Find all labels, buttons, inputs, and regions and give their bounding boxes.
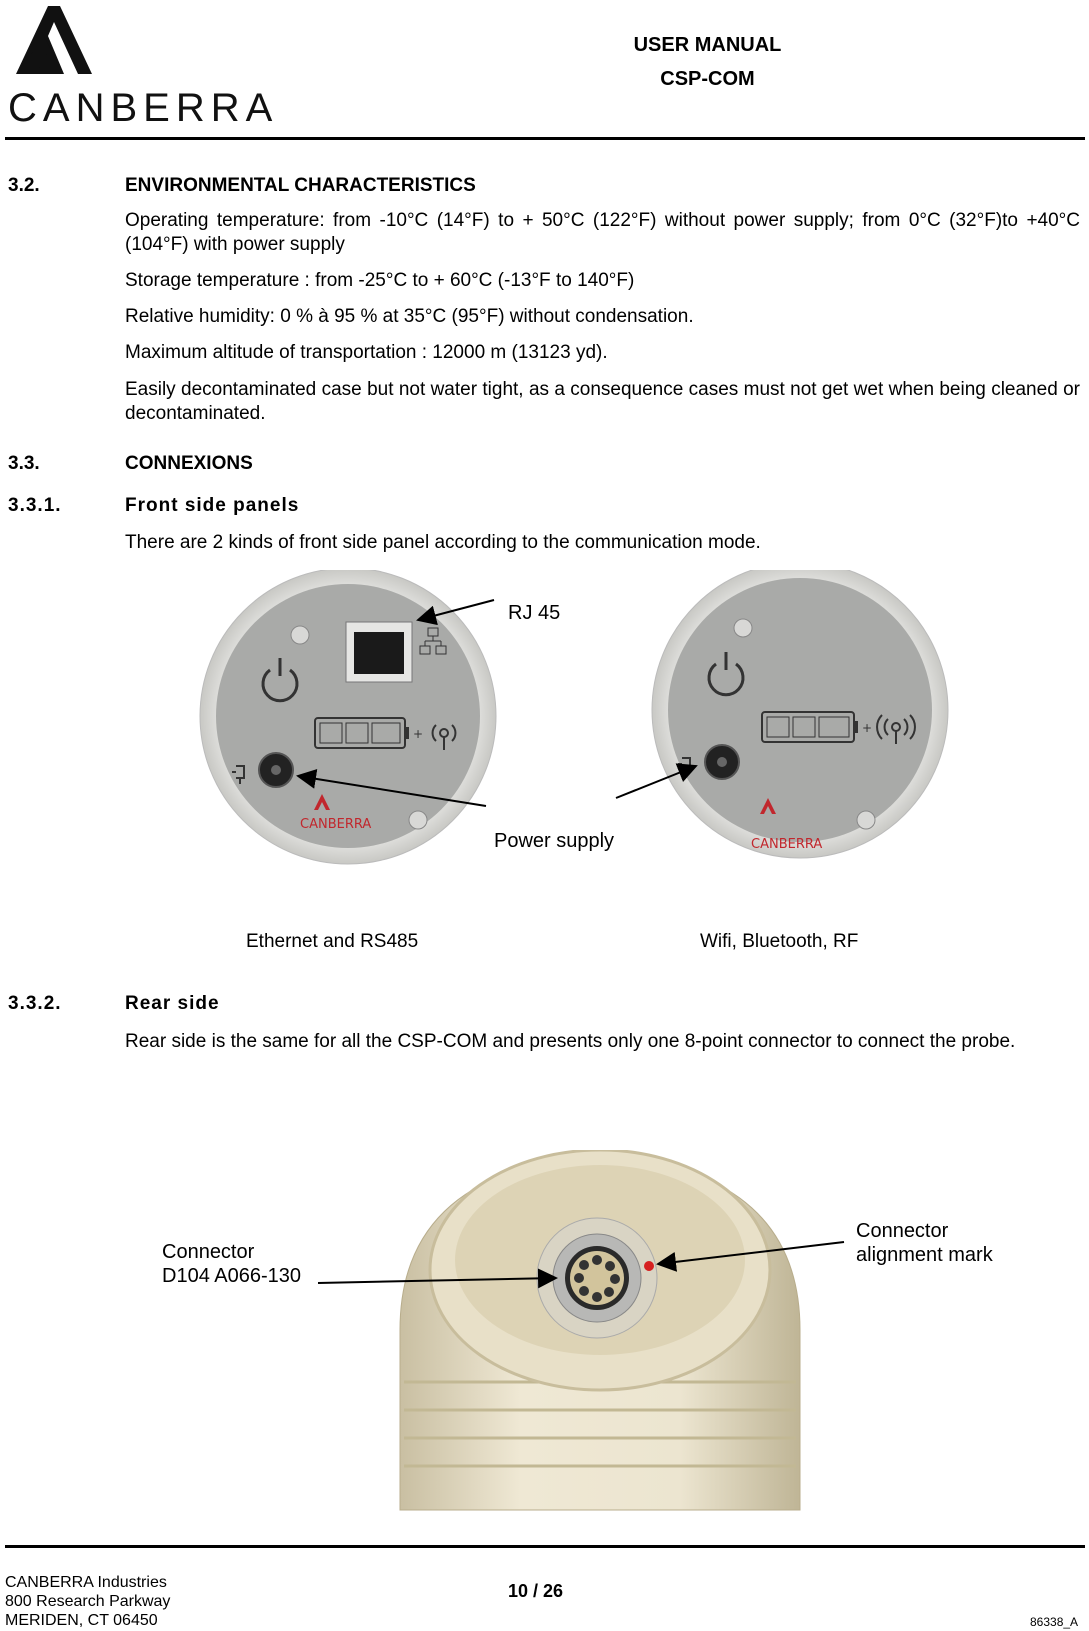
section-title: ENVIRONMENTAL CHARACTERISTICS (125, 175, 476, 196)
canberra-logo (8, 2, 328, 130)
rear-side-figure (0, 1150, 1089, 1515)
manual-label: USER MANUAL (633, 34, 782, 56)
panel-logo-text: CANBERRA (300, 817, 372, 832)
address-line: MERIDEN, CT 06450 (5, 1612, 158, 1629)
section-title: CONNEXIONS (125, 453, 253, 474)
paragraph: Operating temperature: from -10°C (14°F) to + 50°C (122°F) without power supply; from 0°C (32°F)to +40°C (104°F) with power supply (125, 210, 1080, 255)
document-reference: 86338_A (1030, 1615, 1079, 1629)
logo-text: CANBERRA (8, 86, 279, 130)
paragraph: Storage temperature : from -25°C to + 60°C (-13°F to 140°F) (125, 270, 635, 291)
header-rule (5, 137, 1085, 140)
product-label: CSP-COM (660, 68, 755, 90)
subsection-number: 3.3.1. (8, 495, 62, 516)
subsection-title: Front side panels (125, 495, 300, 516)
power-supply-label: Power supply (494, 830, 615, 852)
paragraph: Easily decontaminated case but not water tight, as a consequence cases must not get wet when being cleaned or decontaminated. (125, 379, 1080, 424)
subsection-number: 3.3.2. (8, 993, 62, 1014)
section-number: 3.2. (8, 175, 40, 196)
caption-ethernet: Ethernet and RS485 (246, 931, 419, 952)
footer-rule (5, 1545, 1085, 1548)
front-panel-wireless (652, 570, 948, 858)
subsection-title: Rear side (125, 993, 220, 1014)
caption-wireless: Wifi, Bluetooth, RF (700, 931, 859, 952)
alignment-mark-label: Connector alignment mark (856, 1220, 993, 1266)
panel-logo-text: CANBERRA (751, 837, 823, 852)
svg-text:+: + (862, 721, 873, 735)
paragraph: Relative humidity: 0 % à 95 % at 35°C (95°F) without condensation. (125, 306, 694, 327)
rj45-label: RJ 45 (508, 602, 561, 624)
front-panel-ethernet (200, 570, 496, 864)
footer-address (5, 1573, 170, 1630)
paragraph: Rear side is the same for all the CSP-COM and presents only one 8-point connector to connect the probe. (125, 1031, 1016, 1052)
connector-label: Connector D104 A066-130 (162, 1241, 302, 1287)
paragraph: Maximum altitude of transportation : 12000 m (13123 yd). (125, 342, 608, 363)
alignment-mark (644, 1261, 654, 1271)
page-number: 10 / 26 (508, 1581, 564, 1601)
company-name: CANBERRA Industries (5, 1574, 167, 1591)
address-line: 800 Research Parkway (5, 1593, 171, 1610)
section-number: 3.3. (8, 453, 40, 474)
svg-text:+: + (413, 727, 424, 741)
paragraph: There are 2 kinds of front side panel according to the communication mode. (125, 532, 761, 553)
